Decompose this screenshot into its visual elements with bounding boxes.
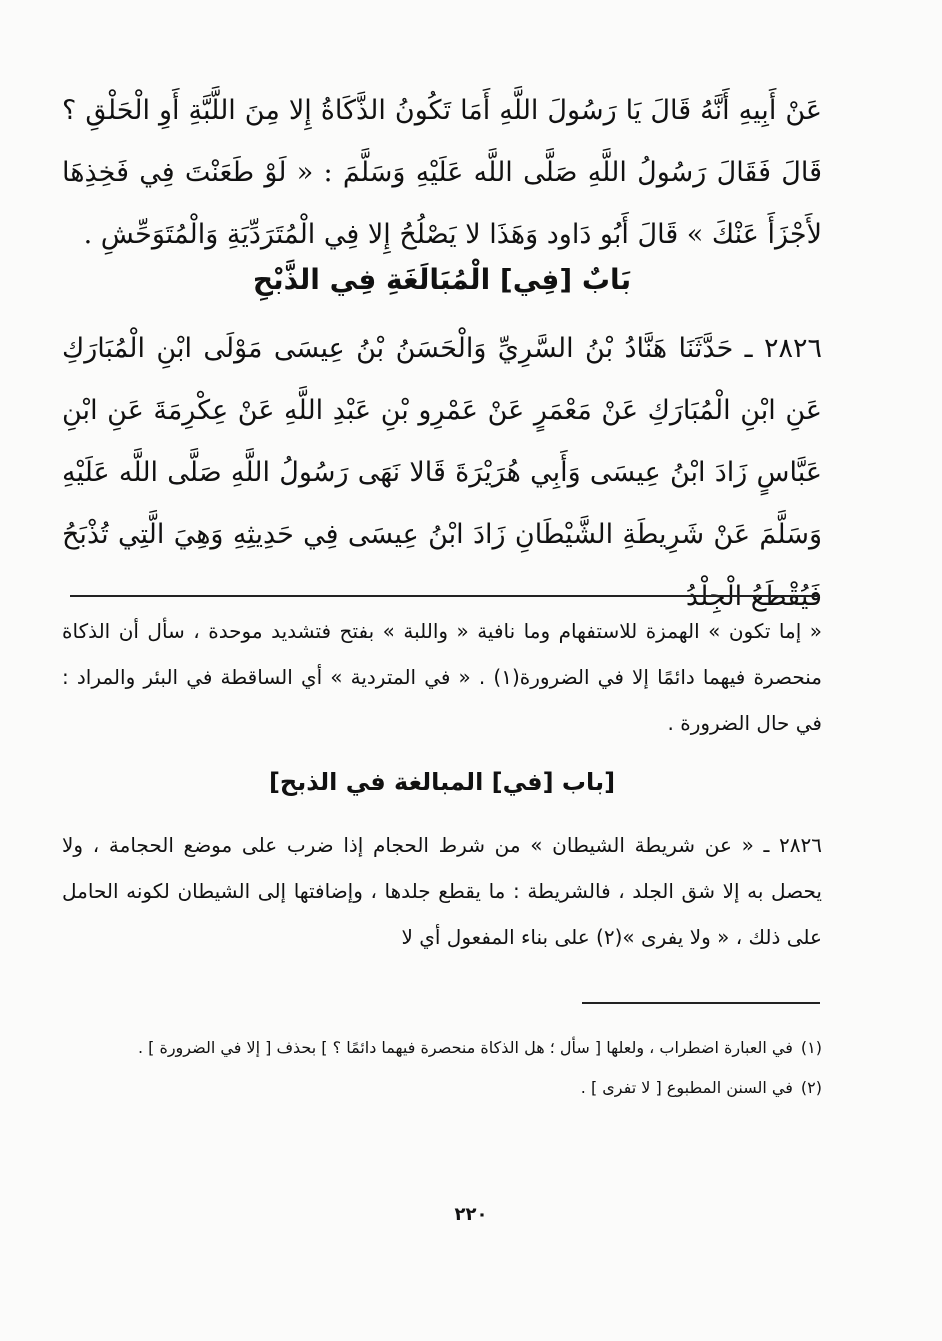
- footnotes: [62, 1028, 822, 1108]
- footnote-2: [62, 1068, 822, 1108]
- commentary-paragraph-2: ٢٨٢٦ ـ « عن شريطة الشيطان » من شرط الحجام إذا ضرب على موضع الحجامة ، ولا يحصل به إلا شق الجلد ، فالشريطة : ما يقطع جلدها ، وإضافتها إلى الشيطان لكونه الحامل على ذلك ، « ولا يفرى »(٢) على بناء المفعول أي لا: [62, 833, 822, 949]
- commentary-chapter-heading: [باب [في] المبالغة في الذبح]: [268, 768, 616, 796]
- footnote-number: (١): [800, 1038, 822, 1057]
- page-number: ٢٢٠: [454, 1204, 488, 1225]
- footnote-number: (٢): [800, 1078, 822, 1097]
- commentary-block-2: [62, 822, 822, 960]
- footnote-divider: [582, 1002, 820, 1004]
- main-text-divider: [70, 595, 820, 597]
- footnote-text: في العبارة اضطراب ، ولعلها [ سأل ؛ هل الذكاة منحصرة فيهما دائمًا ؟ ] بحذف [ إلا في الضرورة ] .: [137, 1038, 793, 1057]
- hadith-paragraph-1: عَنْ أَبِيهِ أَنَّهُ قَالَ يَا رَسُولَ اللَّهِ أَمَا تَكُونُ الذَّكَاةُ إِلا مِنَ اللَّبَّةِ أَوِ الْحَلْقِ ؟ قَالَ فَقَالَ رَسُولُ اللَّهِ صَلَّى اللَّه عَلَيْهِ وَسَلَّمَ : « لَوْ طَعَنْتَ فِي فَخِذِهَا لأَجْزَأَ عَنْكَ » قَالَ أَبُو دَاود وَهَذَا لا يَصْلُحُ إِلا فِي الْمُتَرَدِّيَةِ وَالْمُتَوَحِّشِ .: [62, 95, 822, 250]
- hadith-paragraph-2: ٢٨٢٦ ـ حَدَّثَنَا هَنَّادُ بْنُ السَّرِيِّ وَالْحَسَنُ بْنُ عِيسَى مَوْلَى ابْنِ الْمُبَارَكِ عَنِ ابْنِ الْمُبَارَكِ عَنْ مَعْمَرٍ عَنْ عَمْرِو بْنِ عَبْدِ اللَّهِ عَنْ عِكْرِمَةَ عَنِ ابْنِ عَبَّاسٍ زَادَ ابْنُ عِيسَى وَأَبِي هُرَيْرَةَ قَالا نَهَى رَسُولُ اللَّهِ صَلَّى اللَّه عَلَيْهِ وَسَلَّمَ عَنْ شَرِيطَةِ الشَّيْطَانِ زَادَ ابْنُ عِيسَى فِي حَدِيثِهِ وَهِيَ الَّتِي تُذْبَحُ فَيُقْطَعُ الْجِلْدُ: [62, 333, 822, 612]
- footnote-text: في السنن المطبوع [ لا تفرى ] .: [580, 1078, 793, 1097]
- commentary-paragraph-1: « إما تكون » الهمزة للاستفهام وما نافية « واللبة » بفتح فتشديد موحدة ، سأل أن الذكاة منحصرة فيهما دائمًا إلا في الضرورة(١) . « في المتردية » أي الساقطة في البئر والمراد : في حال الضرورة .: [62, 619, 823, 735]
- chapter-heading: بَابٌ [فِي] الْمُبَالَغَةِ فِي الذَّبْحِ: [252, 263, 632, 296]
- hadith-text-continuation: [62, 80, 822, 266]
- commentary-block-1: [62, 608, 822, 746]
- footnote-1: [62, 1028, 822, 1068]
- hadith-text-2826: [62, 318, 822, 628]
